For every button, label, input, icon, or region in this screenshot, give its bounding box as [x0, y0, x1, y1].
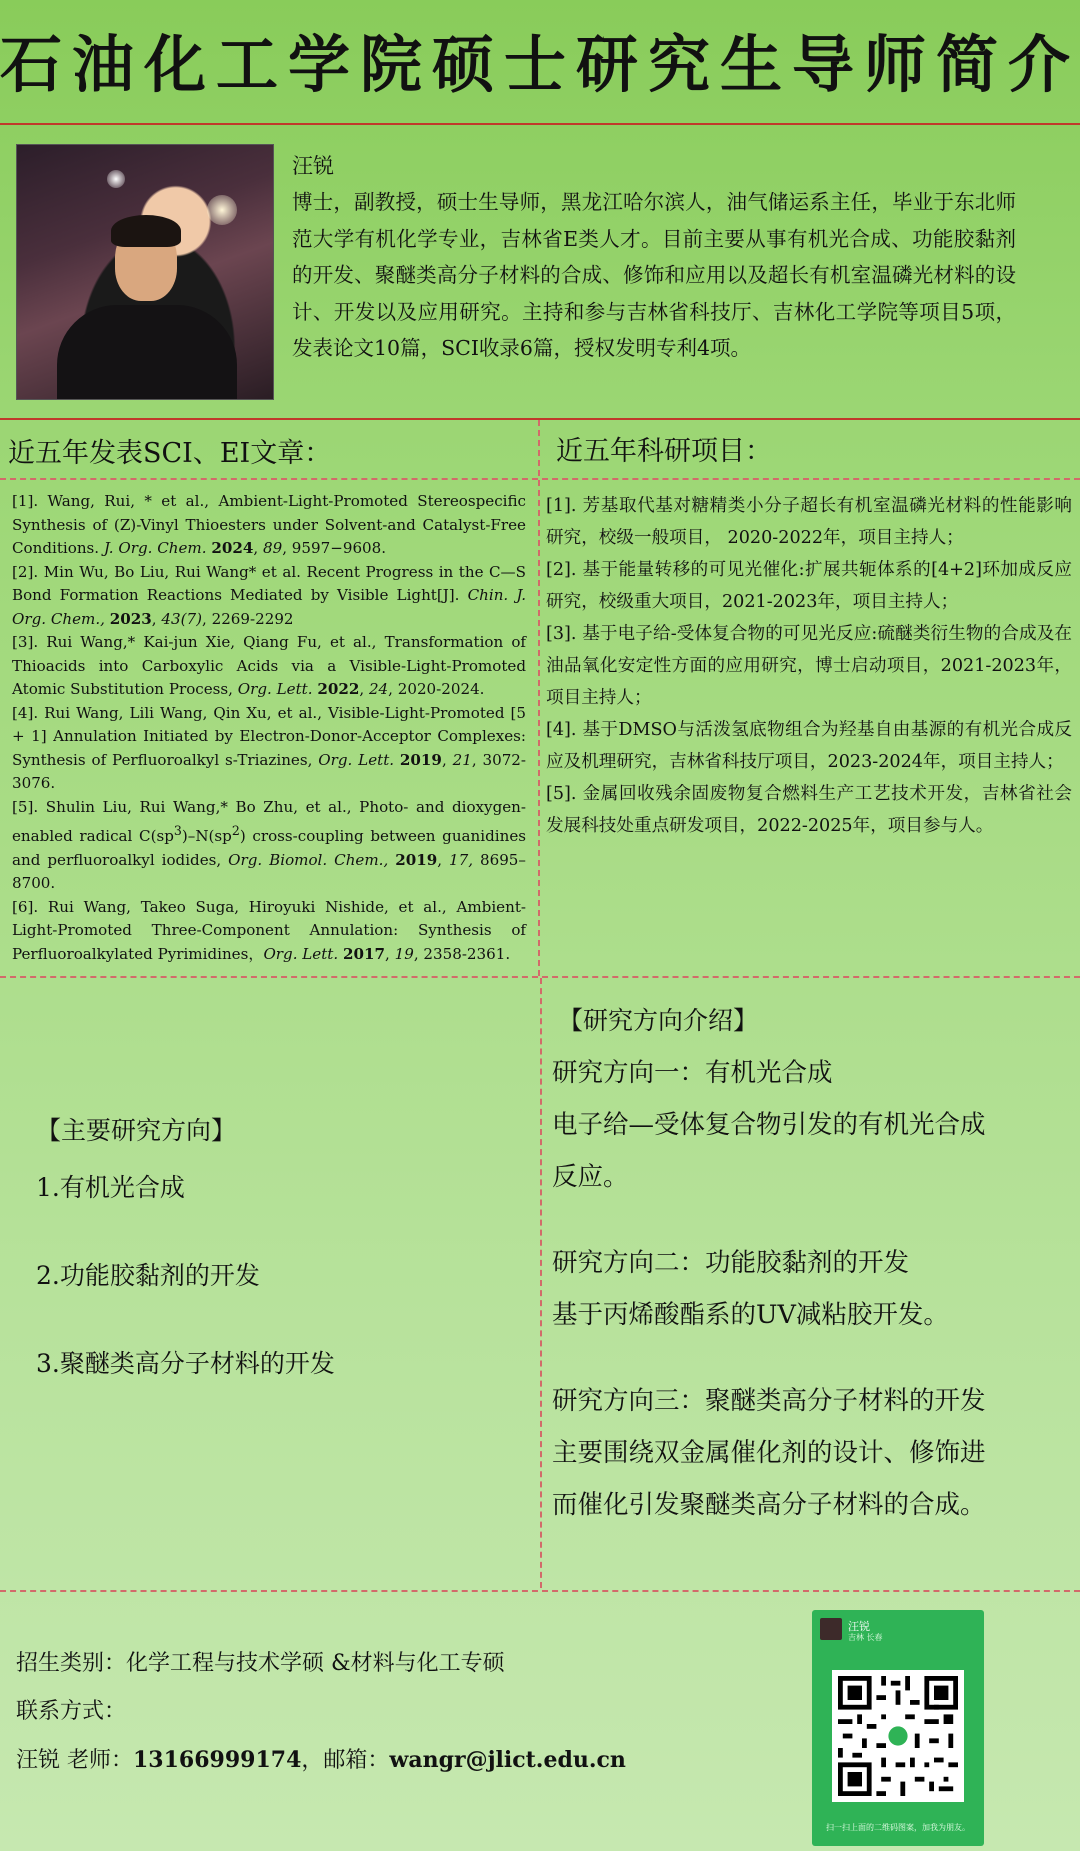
intro-d3-text: 主要围绕双金属催化剂的设计、修饰进: [552, 1438, 986, 1468]
project-list: [546, 490, 1072, 842]
page-title: 石油化工学院硕士研究生导师简介: [0, 28, 1080, 101]
contact-line: 汪锐 老师：13166999174，邮箱：wangr@jlict.edu.cn: [16, 1747, 626, 1773]
profile-photo: [16, 144, 274, 400]
publications-heading: 近五年发表SCI、EI文章：: [8, 438, 332, 469]
qr-subtitle: 吉林 长春: [848, 1633, 883, 1642]
qr-code[interactable]: [832, 1670, 964, 1802]
direction-item: 2.功能胶黏剂的开发: [36, 1261, 260, 1290]
direction-intro: [552, 995, 1072, 1531]
photo-light: [107, 170, 125, 188]
column-divider: [540, 978, 542, 1588]
enroll-line: 招生类别：化学工程与技术学硕 &材料与化工专硕: [16, 1651, 505, 1676]
qr-name: 汪锐: [848, 1620, 870, 1633]
project-item: [1]. 芳基取代基对糖精类小分子超长有机室温磷光材料的性能影响研究，校级一般项目， 2020-2022年，项目主持人；: [546, 496, 1072, 548]
intro-heading: 【研究方向介绍】: [558, 1006, 759, 1035]
main-directions-heading: 【主要研究方向】: [36, 1116, 237, 1145]
intro-d2-title: 研究方向二：功能胶黏剂的开发: [552, 1248, 910, 1278]
qr-caption: 扫一扫上面的二维码图案，加我为朋友。: [826, 1823, 970, 1832]
direction-item: 1.有机光合成: [36, 1173, 185, 1202]
wechat-qr-card: [812, 1610, 984, 1846]
phone-number: 13166999174: [133, 1747, 302, 1773]
publication-list: [12, 490, 526, 966]
publication-item: [6]. Rui Wang, Takeo Suga, Hiroyuki Nishide, et al., Ambient-Light-Promoted Three-Component Annulation: Synthesis of Perfluoroalkylated Pyrimidines，Org. Lett. 2017, 19, 2358-2361.: [12, 897, 526, 963]
publication-item: [2]. Min Wu, Bo Liu, Rui Wang* et al. Recent Progress in the C—S Bond Formation Reactions Mediated by Visible Light[J]. Chin. J. Org. Chem., 2023, 43(7), 2269-2292: [12, 562, 526, 628]
publication-item: [1]. Wang, Rui, * et al., Ambient-Light-Promoted Stereospecific Synthesis of (Z)-Vinyl Thioesters under Solvent-and Catalyst-Free Conditions. J. Org. Chem. 2024, 89, 9597−9608.: [12, 492, 526, 557]
photo-body: [57, 305, 237, 400]
publication-item: [3]. Rui Wang,* Kai-jun Xie, Qiang Fu, et al., Transformation of Thioacids into Carboxylic Acids via a Visible-Light-Promoted Atomic Substitution Process, Org. Lett. 2022, 24, 2020-2024.: [12, 633, 526, 698]
profile-divider: [0, 418, 1080, 420]
project-item: [4]. 基于DMSO与活泼氢底物组合为羟基自由基源的有机光合成反应及机理研究，吉林省科技厅项目，2023-2024年，项目主持人；: [546, 720, 1072, 772]
avatar: [820, 1618, 842, 1640]
qr-code-icon: [838, 1676, 958, 1796]
publication-item: [4]. Rui Wang, Lili Wang, Qin Xu, et al., Visible-Light-Promoted [5 + 1] Annulation Initiated by Electron-Donor-Acceptor Complexes: Synthesis of Perfluoroalkyl s-Triazines, Org. Lett. 2019, 21, 3072-3076.: [12, 703, 526, 792]
intro-d3-text: 而催化引发聚醚类高分子材料的合成。: [552, 1490, 986, 1520]
header-divider: [0, 123, 1080, 125]
footer-divider: [0, 1590, 1080, 1592]
projects-heading: 近五年科研项目：: [556, 436, 772, 467]
direction-item: 3.聚醚类高分子材料的开发: [36, 1349, 335, 1378]
contact-info: [16, 1640, 626, 1785]
intro-d1-title: 研究方向一：有机光合成: [552, 1058, 833, 1088]
profile-name: 汪锐: [292, 154, 334, 178]
email-link[interactable]: wangr@jlict.edu.cn: [389, 1747, 626, 1773]
intro-d1-text: 电子给—受体复合物引发的有机光合成: [552, 1110, 986, 1140]
photo-light: [207, 195, 237, 225]
column-divider: [538, 420, 540, 976]
project-item: [5]. 金属回收残余固废物复合燃料生产工艺技术开发，吉林省社会发展科技处重点研发项目，2022-2025年，项目参与人。: [546, 784, 1072, 836]
intro-d1-text: 反应。: [552, 1162, 629, 1192]
photo-hair: [111, 215, 181, 247]
intro-d3-title: 研究方向三：聚醚类高分子材料的开发: [552, 1386, 986, 1416]
contact-label: 联系方式：: [16, 1699, 127, 1724]
project-item: [3]. 基于电子给-受体复合物的可见光反应:硫醚类衍生物的合成及在油品氧化安定性方面的应用研究，博士启动项目，2021-2023年，项目主持人；: [546, 624, 1072, 708]
intro-d2-text: 基于丙烯酸酯系的UV减粘胶开发。: [552, 1300, 949, 1330]
publication-item: [5]. Shulin Liu, Rui Wang,* Bo Zhu, et al., Photo- and dioxygen-enabled radical $C(sp^3)-N(sp^2)$ cross-coupling between guanidines and perfluoroalkyl iodides, Org. Biomol. Chem., 2019, 17, 8695–8700.: [12, 797, 526, 893]
section-divider: [0, 478, 1080, 480]
project-item: [2]. 基于能量转移的可见光催化:扩展共轭体系的[4+2]环加成反应研究，校级重大项目，2021-2023年，项目主持人；: [546, 560, 1072, 612]
profile-bio: 博士，副教授，硕士生导师，黑龙江哈尔滨人，油气储运系主任，毕业于东北师范大学有机化学专业，吉林省E类人才。目前主要从事有机光合成、功能胶黏剂的开发、聚醚类高分子材料的合成、修饰和应用以及超长有机室温磷光材料的设计、开发以及应用研究。主持和参与吉林省科技厅、吉林化工学院等项目5项，发表论文10篇，SCI收录6篇，授权发明专利4项。: [292, 190, 1016, 360]
